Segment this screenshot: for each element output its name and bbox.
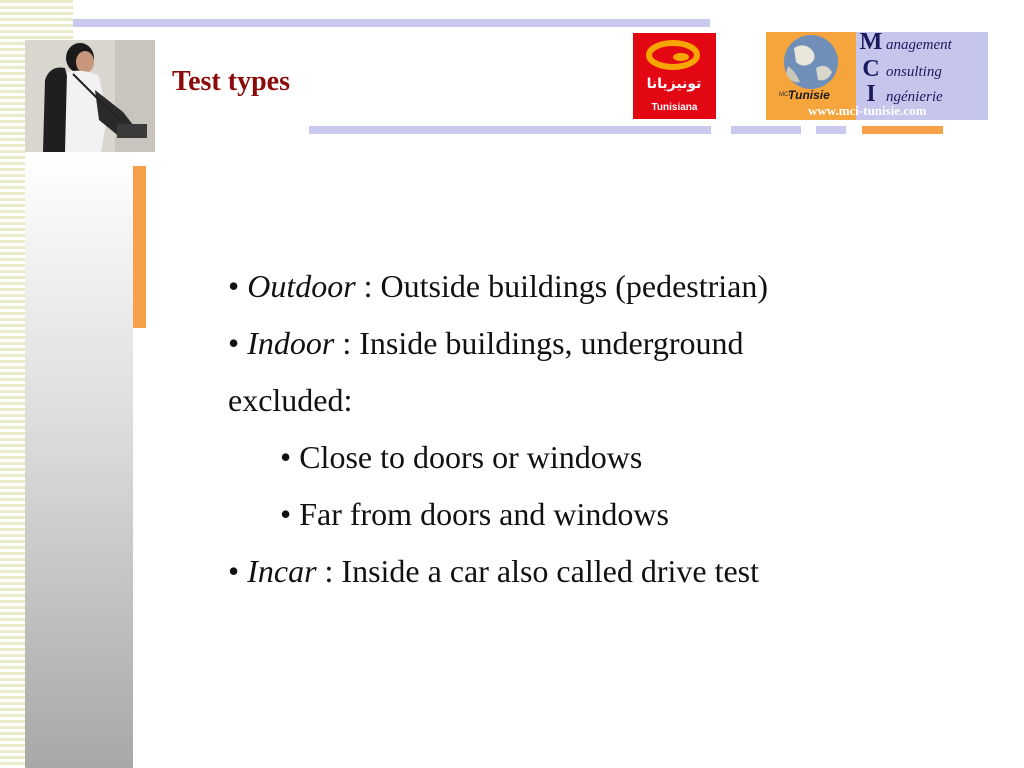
header-photo <box>25 40 155 152</box>
tunisiana-label: Tunisiana <box>651 102 698 113</box>
tunisiana-swirl-icon <box>633 33 716 93</box>
term-outdoor: Outdoor <box>247 268 356 304</box>
mci-url: www.mci-tunisie.com <box>808 103 927 118</box>
top-accent-bar <box>73 19 710 27</box>
underline-segment-orange <box>862 126 943 134</box>
left-gradient-column <box>25 150 133 768</box>
sub-bullet-far-doors: • Far from doors and windows <box>280 496 669 532</box>
underline-segment-3 <box>816 126 846 134</box>
term-incar: Incar <box>247 553 317 589</box>
orange-accent-bar <box>133 166 146 328</box>
title-underline-bar <box>309 126 711 134</box>
bullet-list <box>228 258 928 600</box>
bullet-incar: • Incar : Inside a car also called drive test <box>228 553 759 589</box>
tunisiana-logo <box>633 33 716 119</box>
mci-vertical-letters: MCI <box>779 92 790 98</box>
mci-row-ingenierie: I ngénierie <box>866 81 943 107</box>
tunisiana-arabic-text: تونيزيانا <box>646 76 702 92</box>
underline-segment-2 <box>731 126 801 134</box>
bullet-outdoor: • Outdoor : Outside buildings (pedestrian) <box>228 268 769 304</box>
bullet-indoor: • Indoor : Inside buildings, underground <box>228 325 744 361</box>
sub-bullet-close-doors: • Close to doors or windows <box>280 439 643 475</box>
top-stripe-decoration <box>25 0 73 40</box>
left-stripe-decoration <box>0 0 25 768</box>
term-indoor: Indoor <box>247 325 335 361</box>
mci-row-consulting: C onsulting <box>862 56 942 82</box>
mci-row-management: M anagement <box>859 29 952 55</box>
slide-title: Test types <box>172 66 290 97</box>
mci-tunisie-label: Tunisie <box>788 88 830 102</box>
bullet-indoor-continuation: excluded: <box>228 382 353 418</box>
